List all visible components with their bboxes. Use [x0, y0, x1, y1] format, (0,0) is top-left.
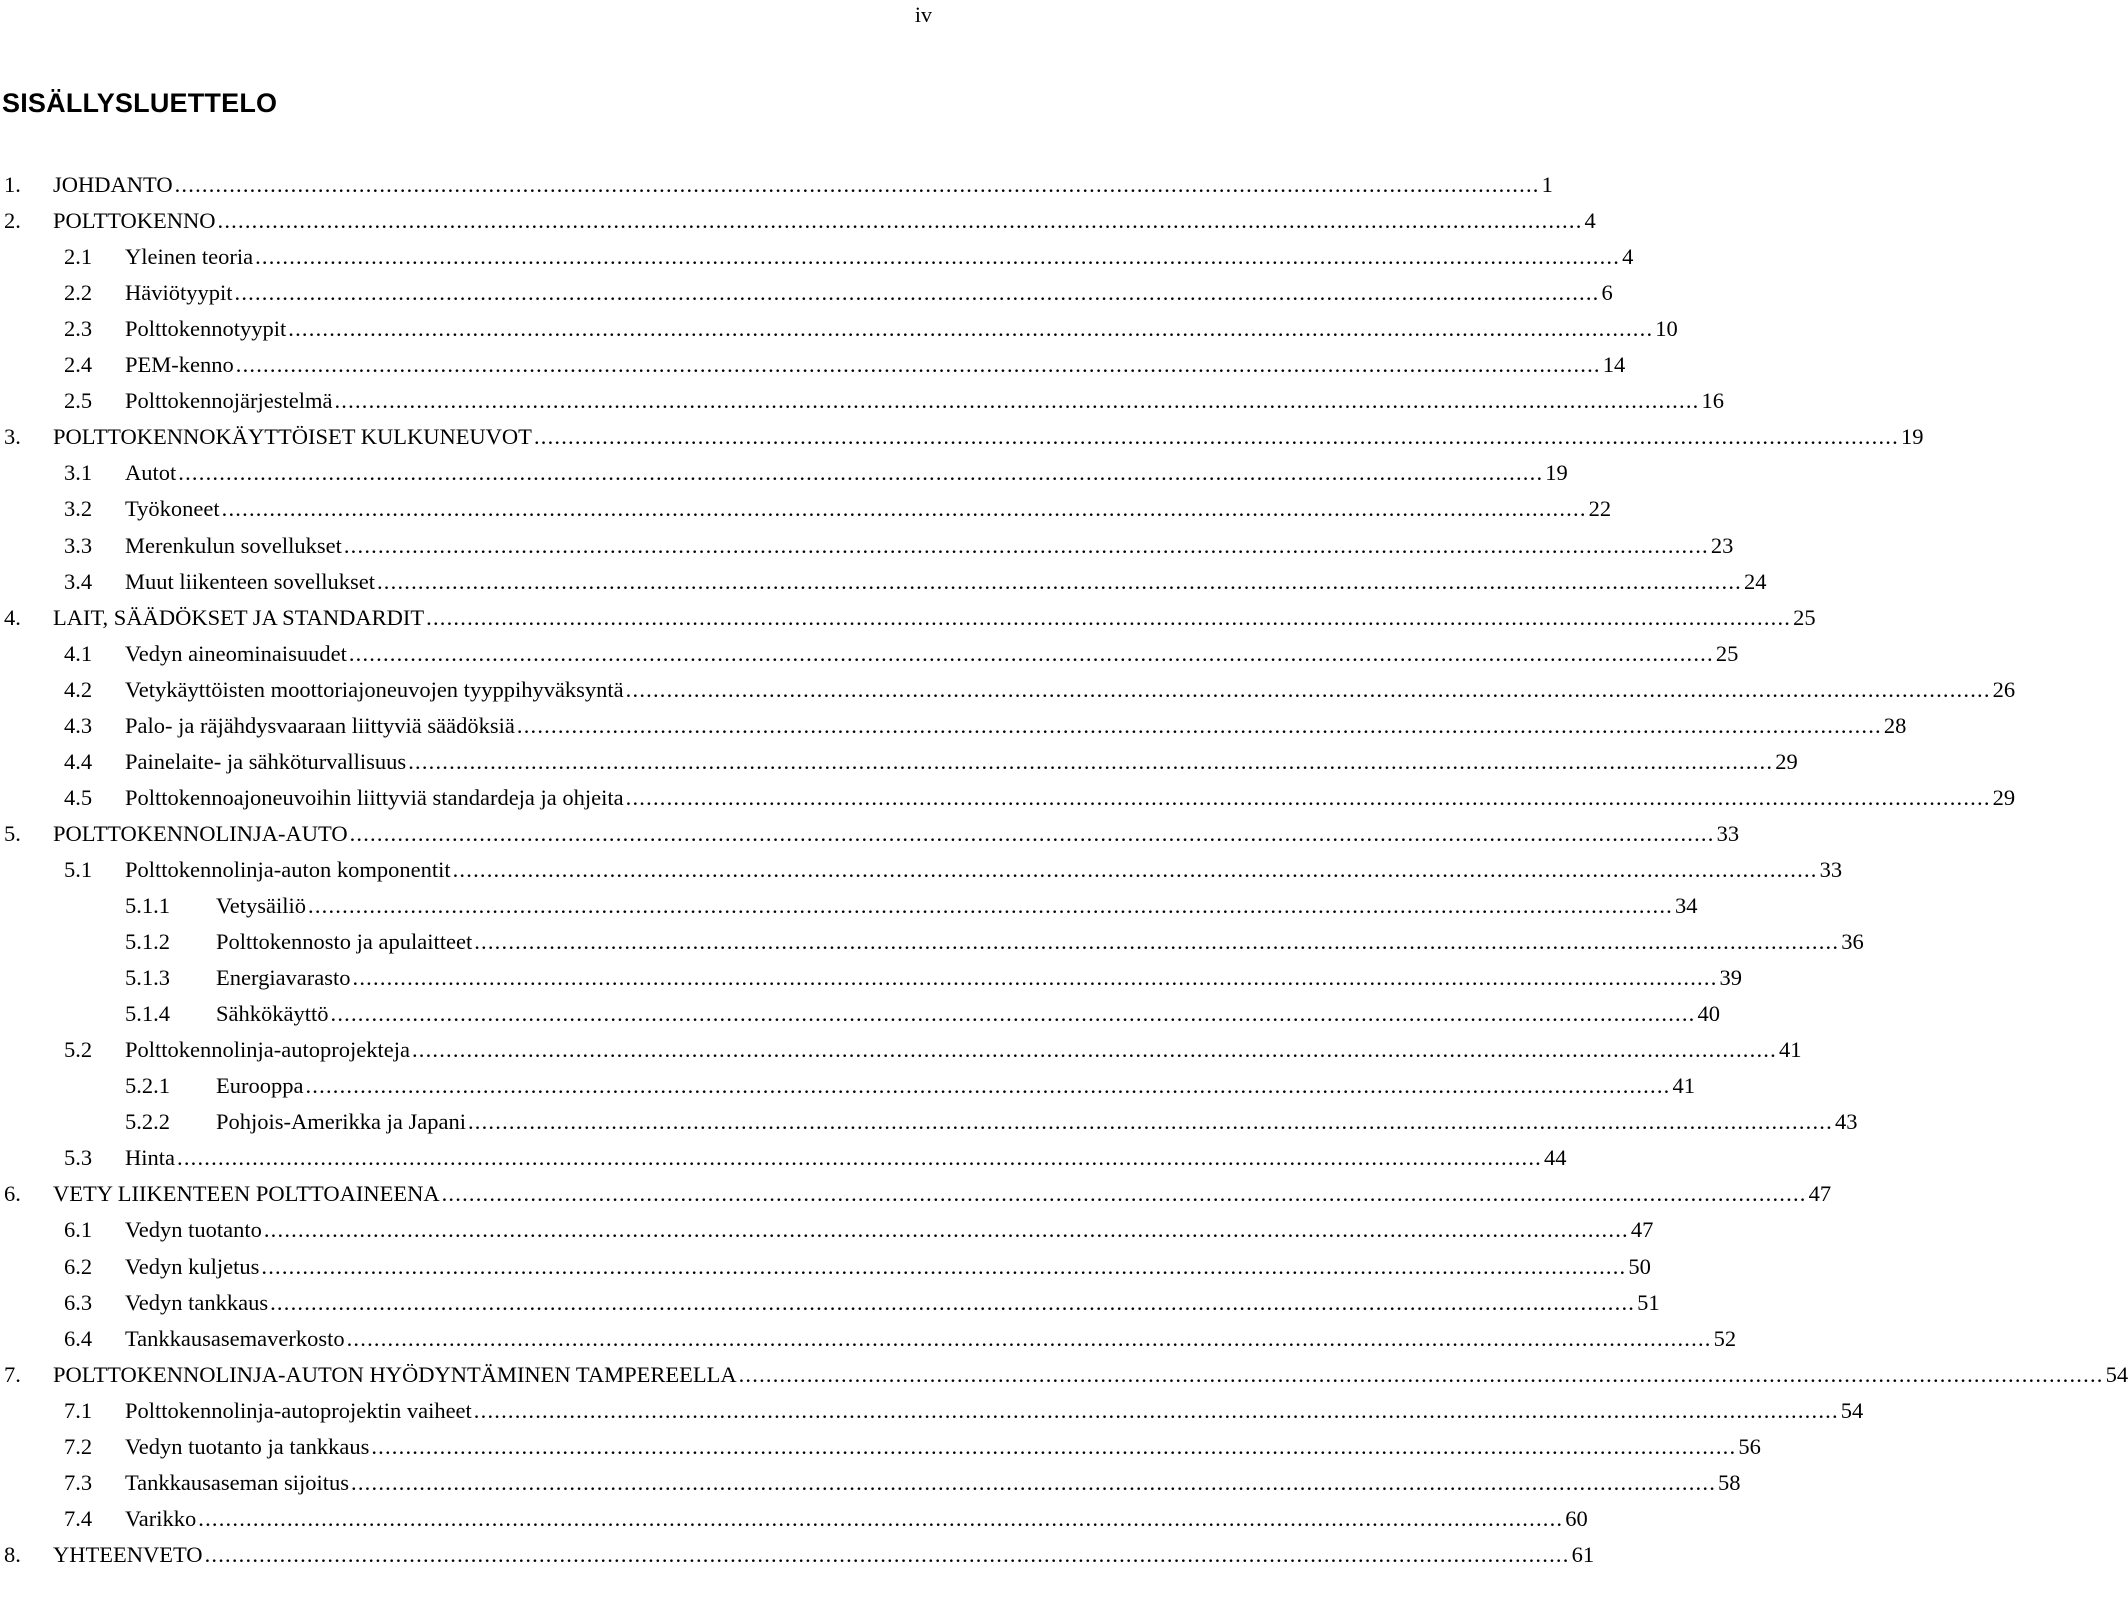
dot-leader: ........................................................................................................................................................................................................	[352, 965, 1718, 991]
toc-entry-page: 41	[1672, 1073, 1695, 1099]
dot-leader: ........................................................................................................................................................................................................	[625, 784, 1991, 810]
toc-entry-label: Sähkökäyttö	[216, 1001, 329, 1027]
toc-entry-page: 43	[1834, 1109, 1858, 1135]
toc-entry-page: 28	[1883, 712, 1907, 738]
toc-entry-number: 4.4	[64, 748, 93, 774]
toc-entry[interactable]	[0, 600, 1816, 636]
toc-entry-number: 2.4	[64, 352, 93, 378]
dot-leader: ........................................................................................................................................................................................................	[305, 1073, 1671, 1099]
dot-leader: ........................................................................................................................................................................................................	[408, 748, 1774, 774]
toc-entry-page: 50	[1628, 1253, 1651, 1279]
toc-entry-number: 2.2	[64, 280, 93, 306]
toc-entry[interactable]	[0, 347, 1626, 383]
toc-entry[interactable]	[0, 564, 1767, 600]
toc-entry[interactable]	[0, 816, 1740, 852]
toc-entry-page: 52	[1713, 1325, 1737, 1351]
dot-leader: ........................................................................................................................................................................................................	[261, 1253, 1627, 1279]
toc-entry-number: 7.1	[64, 1397, 93, 1423]
dot-leader: ........................................................................................................................................................................................................	[411, 1037, 1777, 1063]
toc-entry-label: Muut liikenteen sovellukset	[125, 568, 375, 594]
dot-leader: ........................................................................................................................................................................................................	[625, 676, 1991, 702]
toc-entry[interactable]	[0, 455, 1568, 491]
toc-entry-number: 2.1	[64, 244, 93, 270]
dot-leader: ........................................................................................................................................................................................................	[198, 1505, 1564, 1531]
toc-entry-number: 5.1.4	[125, 1001, 170, 1027]
dot-leader: ........................................................................................................................................................................................................	[426, 604, 1792, 630]
toc-entry[interactable]	[0, 1212, 1654, 1248]
toc-entry-label: Vedyn tankkaus	[125, 1289, 269, 1315]
toc-entry-number: 7.2	[64, 1433, 93, 1459]
toc-entry-number: 7.	[4, 1361, 21, 1387]
toc-entry-number: 6.4	[64, 1325, 93, 1351]
toc-entry[interactable]	[0, 1537, 1595, 1573]
toc-entry-number: 6.3	[64, 1289, 93, 1315]
dot-leader: ........................................................................................................................................................................................................	[348, 640, 1714, 666]
toc-entry-label: Polttokennosto ja apulaitteet	[216, 929, 473, 955]
toc-entry-page: 58	[1718, 1469, 1741, 1495]
toc-entry-page: 61	[1571, 1541, 1595, 1567]
dot-leader: ........................................................................................................................................................................................................	[177, 1145, 1542, 1171]
toc-entry[interactable]	[0, 1068, 1695, 1104]
toc-entry-number: 4.3	[64, 712, 93, 738]
toc-entry[interactable]	[0, 1176, 1832, 1212]
toc-entry[interactable]	[0, 996, 1720, 1032]
toc-entry-label: Eurooppa	[216, 1073, 304, 1099]
toc-entry-label: POLTTOKENNOLINJA-AUTON HYÖDYNTÄMINEN TAMPEREELLA	[53, 1361, 737, 1387]
toc-entry[interactable]	[0, 1032, 1802, 1068]
toc-entry-label: LAIT, SÄÄDÖKSET JA STANDARDIT	[53, 604, 425, 630]
toc-entry[interactable]	[0, 491, 1612, 527]
toc-entry-number: 5.	[4, 820, 21, 846]
toc-entry-page: 10	[1655, 316, 1678, 342]
dot-leader: ........................................................................................................................................................................................................	[516, 712, 1882, 738]
dot-leader: ........................................................................................................................................................................................................	[330, 1001, 1696, 1027]
toc-entry-number: 5.1.3	[125, 965, 170, 991]
dot-leader: ........................................................................................................................................................................................................	[441, 1181, 1807, 1207]
toc-entry-number: 2.5	[64, 388, 93, 414]
page-title: SISÄLLYSLUETTELO	[2, 88, 278, 118]
toc-entry-label: Vetysäiliö	[216, 893, 306, 918]
toc-entry[interactable]	[0, 1357, 2128, 1393]
toc-entry-number: 3.4	[64, 568, 93, 594]
toc-entry-number: 4.1	[64, 640, 93, 666]
dot-leader: ........................................................................................................................................................................................................	[346, 1325, 1712, 1351]
toc-entry-number: 6.1	[64, 1217, 93, 1243]
toc-entry-number: 7.4	[64, 1505, 93, 1531]
dot-leader: ........................................................................................................................................................................................................	[308, 893, 1673, 918]
toc-entry-label: Vedyn tuotanto	[125, 1217, 262, 1243]
toc-entry-number: 4.5	[64, 784, 93, 810]
toc-entry-number: 5.2.2	[125, 1109, 170, 1135]
dot-leader: ........................................................................................................................................................................................................	[174, 172, 1540, 197]
toc-entry-page: 33	[1716, 820, 1740, 846]
toc-entry-number: 5.1.2	[125, 929, 170, 955]
dot-leader: ........................................................................................................................................................................................................	[343, 532, 1709, 558]
dot-leader: ........................................................................................................................................................................................................	[270, 1289, 1636, 1315]
toc-entry-page: 4	[1622, 244, 1634, 270]
dot-leader: ........................................................................................................................................................................................................	[234, 280, 1600, 306]
toc-entry-page: 29	[1992, 784, 2016, 810]
toc-entry-label: Polttokennolinja-autoprojektin vaiheet	[125, 1397, 472, 1423]
dot-leader: ........................................................................................................................................................................................................	[467, 1109, 1833, 1135]
toc-entry-page: 39	[1719, 965, 1743, 991]
dot-leader: ........................................................................................................................................................................................................	[473, 1397, 1839, 1423]
toc-entry-number: 6.	[4, 1181, 21, 1207]
toc-entry[interactable]	[0, 167, 1553, 203]
toc-entry[interactable]	[0, 1104, 1858, 1140]
toc-entry-page: 14	[1602, 352, 1626, 378]
toc-entry[interactable]	[0, 744, 1798, 780]
toc-entry-label: Energiavarasto	[216, 965, 351, 991]
dot-leader: ........................................................................................................................................................................................................	[738, 1361, 2104, 1387]
toc-entry-label: Palo- ja räjähdysvaaraan liittyviä säädöksiä	[125, 712, 515, 738]
toc-entry-label: Polttokennolinja-auton komponentit	[125, 856, 451, 882]
toc-entry-page: 22	[1588, 496, 1612, 522]
toc-entry-page: 1	[1541, 172, 1553, 197]
toc-entry[interactable]	[0, 203, 1596, 239]
toc-entry-label: Vedyn aineominaisuudet	[125, 640, 347, 666]
toc-entry-number: 4.	[4, 604, 21, 630]
toc-entry-number: 3.3	[64, 532, 93, 558]
toc-entry-number: 3.	[4, 424, 21, 450]
dot-leader: ........................................................................................................................................................................................................	[371, 1433, 1737, 1459]
dot-leader: ........................................................................................................................................................................................................	[217, 208, 1583, 234]
toc-entry-number: 5.2.1	[125, 1073, 170, 1099]
page-number: iv	[914, 2, 932, 27]
toc-entry-number: 2.	[4, 208, 21, 234]
toc-entry-label: Yleinen teoria	[125, 244, 254, 270]
toc-entry-page: 33	[1819, 856, 1843, 882]
toc-entry-number: 5.1	[64, 856, 93, 882]
toc-entry[interactable]	[0, 311, 1678, 347]
toc-entry[interactable]	[0, 1393, 1864, 1429]
toc-entry[interactable]	[0, 275, 1613, 311]
toc-entry[interactable]	[0, 924, 1864, 960]
toc-entry[interactable]	[0, 1465, 1741, 1501]
toc-entry-label: Merenkulun sovellukset	[125, 532, 342, 558]
toc-entry-page: 4	[1584, 208, 1596, 234]
toc-entry-label: Varikko	[125, 1505, 197, 1531]
toc-entry[interactable]	[0, 780, 2016, 816]
toc-entry[interactable]	[0, 1501, 1588, 1537]
toc-entry-label: Polttokennolinja-autoprojekteja	[125, 1037, 410, 1063]
dot-leader: ........................................................................................................................................................................................................	[533, 424, 1899, 450]
toc-entry-label: Tankkausasemaverkosto	[125, 1325, 345, 1351]
toc-entry-label: Painelaite- ja sähköturvallisuus	[125, 748, 407, 774]
dot-leader: ........................................................................................................................................................................................................	[263, 1217, 1629, 1243]
toc-entry[interactable]	[0, 1285, 1660, 1321]
dot-leader: ........................................................................................................................................................................................................	[452, 856, 1818, 882]
toc-entry-page: 19	[1545, 460, 1568, 486]
toc-entry[interactable]	[0, 708, 1907, 744]
toc-entry-number: 8.	[4, 1541, 21, 1567]
toc-entry[interactable]	[0, 1140, 1567, 1176]
dot-leader: ........................................................................................................................................................................................................	[221, 496, 1587, 522]
toc-entry[interactable]	[0, 528, 1734, 564]
toc-entry-page: 41	[1778, 1037, 1802, 1063]
toc-entry-number: 5.1.1	[125, 893, 170, 918]
toc-entry-label: Polttokennoajoneuvoihin liittyviä standardeja ja ohjeita	[125, 784, 624, 810]
dot-leader: ........................................................................................................................................................................................................	[178, 460, 1544, 486]
toc-entry-label: Pohjois-Amerikka ja Japani	[216, 1109, 466, 1135]
toc-entry-label: Vedyn kuljetus	[125, 1253, 260, 1279]
toc-entry-label: POLTTOKENNOLINJA-AUTO	[53, 820, 348, 846]
toc-entry-page: 47	[1630, 1217, 1654, 1243]
toc-entry-page: 51	[1637, 1289, 1660, 1315]
toc-entry-label: Vetykäyttöisten moottoriajoneuvojen tyyppihyväksyntä	[125, 676, 624, 702]
toc-entry-label: Tankkausaseman sijoitus	[125, 1469, 350, 1495]
dot-leader: ........................................................................................................................................................................................................	[351, 1469, 1717, 1495]
toc-entry-number: 5.2	[64, 1037, 93, 1063]
toc-entry-number: 3.2	[64, 496, 93, 522]
toc-entry[interactable]	[0, 636, 1739, 672]
dot-leader: ........................................................................................................................................................................................................	[235, 352, 1601, 378]
toc-entry-label: JOHDANTO	[53, 172, 173, 197]
toc-entry-page: 23	[1710, 532, 1734, 558]
toc-entry-label: Häviötyypit	[125, 280, 233, 306]
toc-entry-page: 54	[2105, 1361, 2128, 1387]
toc-entry-page: 6	[1601, 280, 1613, 306]
toc-entry-page: 24	[1743, 568, 1767, 594]
toc-entry-page: 34	[1675, 893, 1698, 918]
toc-entry-label: Vedyn tuotanto ja tankkaus	[125, 1433, 370, 1459]
toc-entry-page: 60	[1565, 1505, 1588, 1531]
toc-entry-label: Polttokennojärjestelmä	[125, 388, 333, 414]
toc-entry-page: 54	[1840, 1397, 1864, 1423]
toc-entry[interactable]	[0, 852, 1843, 888]
toc-entry-number: 5.3	[64, 1145, 93, 1171]
toc-entry-label: PEM-kenno	[125, 352, 234, 378]
dot-leader: ........................................................................................................................................................................................................	[474, 929, 1840, 955]
toc-entry-label: Polttokennotyypit	[125, 316, 287, 342]
toc-entry[interactable]	[0, 672, 2016, 708]
toc-entry-page: 25	[1715, 640, 1739, 666]
toc-entry[interactable]	[0, 1321, 1737, 1357]
dot-leader: ........................................................................................................................................................................................................	[204, 1541, 1570, 1567]
toc-entry-number: 1.	[4, 172, 21, 197]
toc-entry-label: Työkoneet	[125, 496, 220, 522]
toc-entry-page: 16	[1701, 388, 1724, 414]
toc-entry-number: 2.3	[64, 316, 93, 342]
toc-entry[interactable]	[0, 888, 1698, 924]
toc-entry-number: 4.2	[64, 676, 93, 702]
toc-entry-page: 26	[1992, 676, 2016, 702]
toc-entry-number: 3.1	[64, 460, 93, 486]
dot-leader: ........................................................................................................................................................................................................	[376, 568, 1742, 594]
toc-entry[interactable]	[0, 239, 1634, 275]
dot-leader: ........................................................................................................................................................................................................	[349, 820, 1715, 846]
toc-entry-number: 7.3	[64, 1469, 93, 1495]
toc-entry-label: Autot	[125, 460, 177, 486]
toc-entry-page: 56	[1738, 1433, 1761, 1459]
dot-leader: ........................................................................................................................................................................................................	[255, 244, 1621, 270]
toc-entry-label: POLTTOKENNOKÄYTTÖISET KULKUNEUVOT	[53, 424, 532, 450]
toc-entry-number: 6.2	[64, 1253, 93, 1279]
toc-entry[interactable]	[0, 1429, 1761, 1465]
toc-entry-page: 47	[1808, 1181, 1832, 1207]
toc-entry[interactable]	[0, 960, 1743, 996]
toc-entry-page: 25	[1793, 604, 1816, 630]
dot-leader: ........................................................................................................................................................................................................	[288, 316, 1654, 342]
toc-entry-label: Hinta	[125, 1145, 175, 1171]
toc-entry-label: POLTTOKENNO	[53, 208, 216, 234]
toc-entry-label: VETY LIIKENTEEN POLTTOAINEENA	[53, 1181, 440, 1207]
toc-entry[interactable]	[0, 1249, 1651, 1285]
toc-entry[interactable]	[0, 419, 1924, 455]
toc-entry-page: 19	[1900, 424, 1924, 450]
toc-entry[interactable]	[0, 383, 1724, 419]
toc-entry-page: 40	[1697, 1001, 1720, 1027]
toc-entry-page: 44	[1544, 1145, 1567, 1171]
dot-leader: ........................................................................................................................................................................................................	[334, 388, 1700, 414]
toc-entry-page: 36	[1841, 929, 1864, 955]
toc-entry-page: 29	[1775, 748, 1798, 774]
toc-entry-label: YHTEENVETO	[53, 1541, 203, 1567]
